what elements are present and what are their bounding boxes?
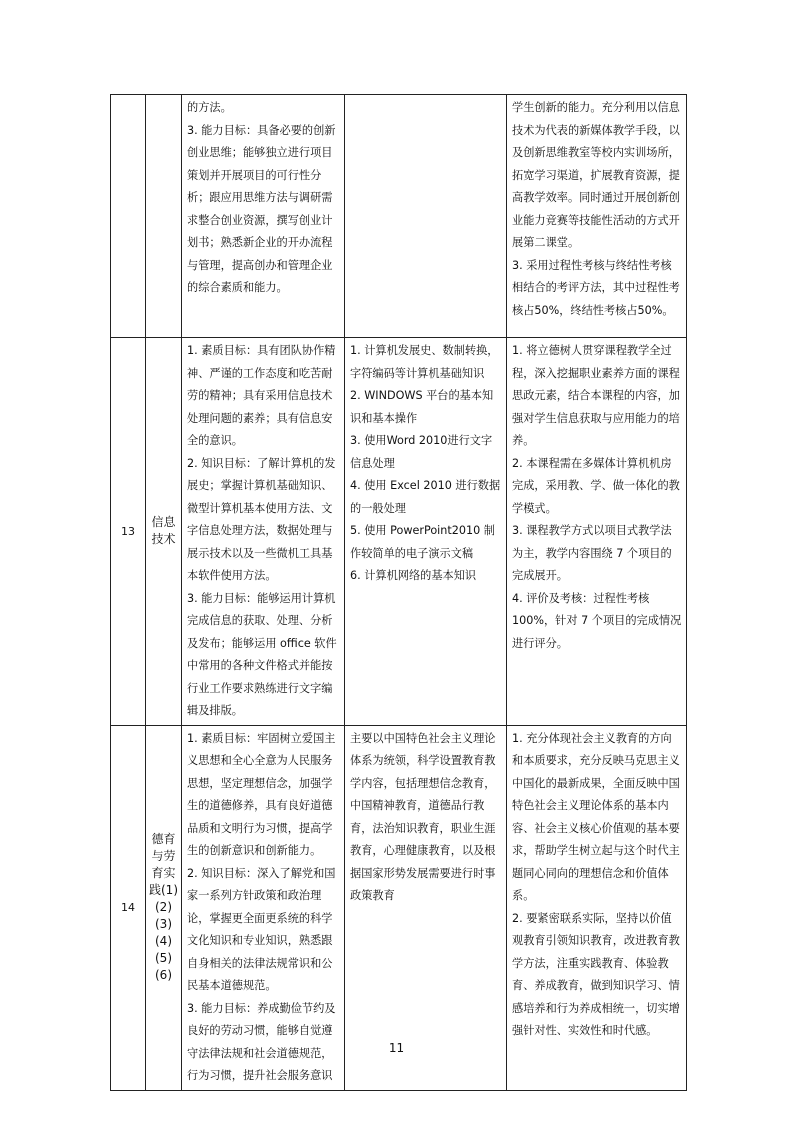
teaching-requirements-paragraph: 4. 评价及考核：过程性考核100%，针对 7 个项目的完成情况进行评分。 xyxy=(512,591,682,650)
course-name xyxy=(146,725,182,1090)
teaching-requirements-paragraph: 2. 要紧密联系实际，坚持以价值观教育引领知识教育，改进教育教学方法，注重实践教育、体验教育、养成教育，做到知识学习、情感培养和行为养成相统一，切实增强针对性、实效性和时代感。 xyxy=(512,911,680,1037)
course-objectives xyxy=(182,338,345,726)
course-name-text: 德育与劳育实践(1)(2)(3)(4)(5)(6) xyxy=(149,832,178,982)
teaching-requirements xyxy=(507,95,687,338)
table-row xyxy=(111,725,687,1090)
page-number: 11 xyxy=(388,1041,405,1055)
teaching-requirements-paragraph: 2. 本课程需在多媒体计算机机房完成，采用教、学、做一体化的教学模式。 xyxy=(512,456,680,515)
teaching-requirements xyxy=(507,725,687,1090)
teaching-requirements-paragraph: 3. 课程教学方式以项目式教学法为主，教学内容围绕 7 个项目的完成展开。 xyxy=(512,524,672,582)
course-content-paragraph: 3. 使用Word 2010进行文字信息处理 xyxy=(350,434,493,470)
teaching-requirements-paragraph: 1. 充分体现社会主义教育的方向和本质要求，充分反映马克思主义中国化的最新成果，全面反映中国特色社会主义理论体系的基本内容、社会主义核心价值观的基本要求，帮助学生树立起与这个时代主题同心同向的理想信念和价值体系。 xyxy=(512,731,680,902)
course-name xyxy=(146,95,182,338)
table-row xyxy=(111,95,687,338)
course-content-paragraph: 4. 使用 Excel 2010 进行数据的一般处理 xyxy=(350,479,501,515)
course-objectives-paragraph: 1. 素质目标：牢固树立爱国主义思想和全心全意为人民服务思想，坚定理想信念，加强学生的道德修养，具有良好道德品质和文明行为习惯，提高学生的创新意识和创新能力。 xyxy=(187,731,336,857)
course-content-paragraph: 6. 计算机网络的基本知识 xyxy=(350,569,477,582)
course-objectives xyxy=(182,95,345,338)
course-name xyxy=(146,338,182,726)
course-objectives xyxy=(182,725,345,1090)
course-number: 13 xyxy=(111,338,146,726)
teaching-requirements xyxy=(507,338,687,726)
course-name-text: 信息技术 xyxy=(151,515,176,547)
course-content-paragraph: 主要以中国特色社会主义理论体系为统领，科学设置教育教学内容，包括理想信念教育，中国精神教育，道德品行教育，法治知识教育，职业生涯教育，心理健康教育，以及根据国家形势发展需要进行时事政策教育 xyxy=(350,731,496,902)
course-number: 14 xyxy=(111,725,146,1090)
table-row xyxy=(111,338,687,726)
course-objectives-paragraph: 2. 知识目标：了解计算机的发展史；掌握计算机基础知识、微型计算机基本使用方法、文字信息处理方法，数据处理与展示技术以及一些微机工具基本软件使用方法。 xyxy=(187,456,336,582)
course-content xyxy=(345,725,507,1090)
course-objectives-paragraph: 2. 知识目标：深入了解党和国家一系列方针政策和政治理论，掌握更全面更系统的科学文化知识和专业知识，熟悉跟自身相关的法律法规常识和公民基本道德规范。 xyxy=(187,866,336,992)
teaching-requirements-paragraph: 学生创新的能力。充分利用以信息技术为代表的新媒体教学手段，以及创新思维教室等校内实训场所，拓宽学习渠道，扩展教育资源，提高教学效率。同时通过开展创新创业能力竞赛等技能性活动的方式开展第二课堂。 xyxy=(512,101,680,249)
teaching-requirements-paragraph: 1. 将立德树人贯穿课程教学全过程，深入挖掘职业素养方面的课程思政元素，结合本课程的内容，加强对学生信息获取与应用能力的培养。 xyxy=(512,344,680,447)
course-content xyxy=(345,95,507,338)
course-objectives-paragraph: 的方法。 xyxy=(187,101,232,114)
course-content xyxy=(345,338,507,726)
course-content-paragraph: 1. 计算机发展史、数制转换，字符编码等计算机基础知识 xyxy=(350,344,499,380)
course-number xyxy=(111,95,146,338)
course-objectives-paragraph: 3. 能力目标：具备必要的创新创业思维；能够独立进行项目策划并开展项目的可行性分析；跟应用思维方法与调研需求整合创业资源，撰写创业计划书；熟悉新企业的开办流程与管理，提高创办和管理企业的综合素质和能力。 xyxy=(187,123,336,294)
course-content-paragraph: 2. WINDOWS 平台的基本知识和基本操作 xyxy=(350,389,494,425)
course-objectives-paragraph: 3. 能力目标：能够运用计算机完成信息的获取、处理、分析及发布；能够运用 office 软件中常用的各种文件格式并能按行业工作要求熟练进行文字编辑及排版。 xyxy=(187,591,337,717)
teaching-requirements-paragraph: 3. 采用过程性考核与终结性考核相结合的考评方法，其中过程性考核占50%，终结性考核占50%。 xyxy=(512,258,680,317)
course-table xyxy=(110,94,687,1091)
course-objectives-paragraph: 3. 能力目标：养成勤俭节约及良好的劳动习惯，能够自觉遵守法律法规和社会道德规范，行为习惯，提升社会服务意识 xyxy=(187,1001,336,1082)
course-content-paragraph: 5. 使用 PowerPoint2010 制作较简单的电子演示文稿 xyxy=(350,524,495,560)
course-objectives-paragraph: 1. 素质目标：具有团队协作精神、严谨的工作态度和吃苦耐劳的精神；具有采用信息技术处理问题的素养；具有信息安全的意识。 xyxy=(187,344,336,447)
